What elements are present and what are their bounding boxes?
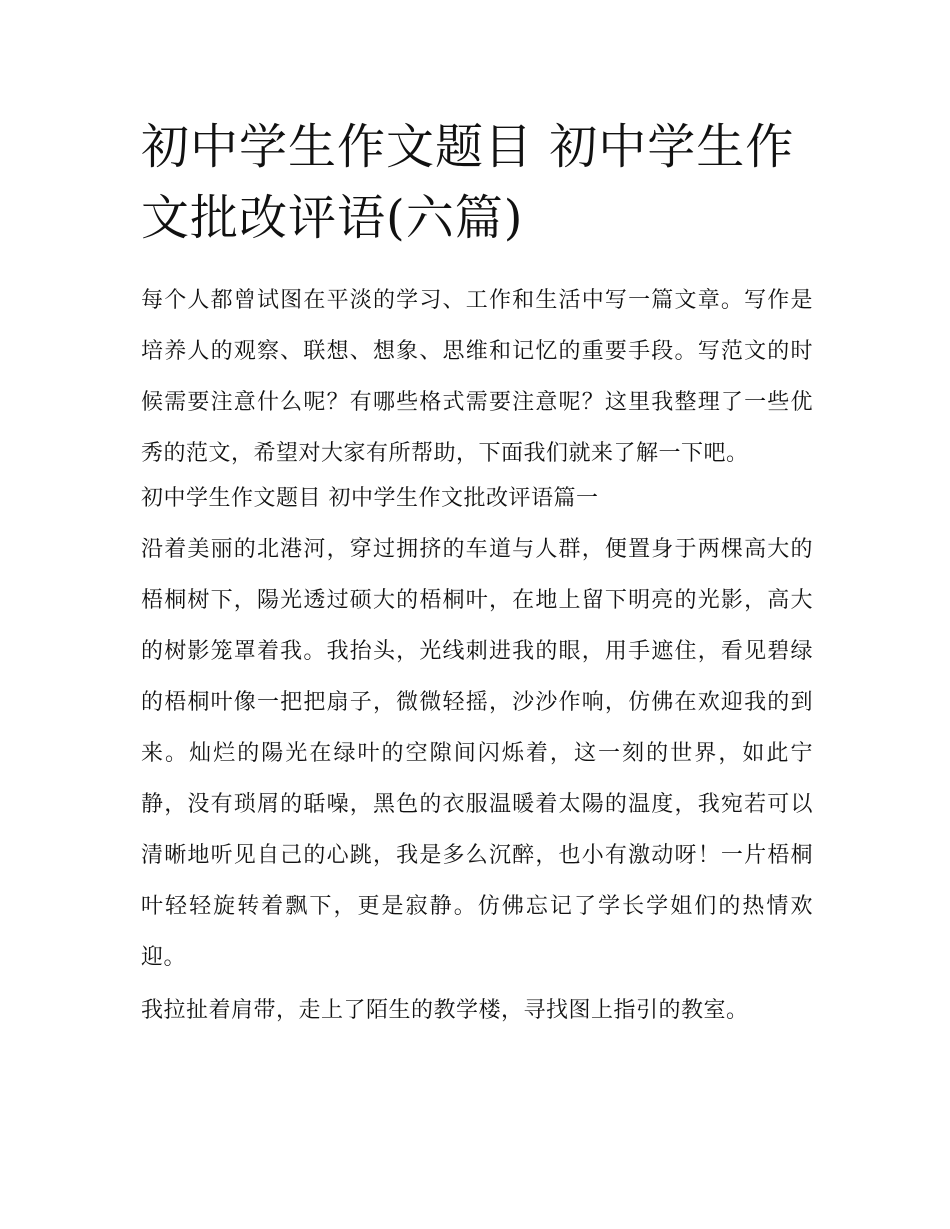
- document-body: [141, 112, 813, 1036]
- document-title: 初中学生作文题目 初中学生作文批改评语(六篇): [141, 119, 795, 246]
- section-heading: 初中学生作文题目 初中学生作文批改评语篇一: [141, 486, 599, 511]
- intro-paragraph: 每个人都曾试图在平淡的学习、工作和生活中写一篇文章。写作是培养人的观察、联想、想象、思维和记忆的重要手段。写范文的时候需要注意什么呢？有哪些格式需要注意呢？这里我整理了一些优秀的范文，希望对大家有所帮助，下面我们就来了解一下吧。: [141, 288, 813, 466]
- body-paragraph: 沿着美丽的北港河，穿过拥挤的车道与人群，便置身于两棵高大的梧桐树下，陽光透过硕大的梧桐叶，在地上留下明亮的光影，高大的树影笼罩着我。我抬头，光线刺进我的眼，用手遮住，看见碧绿的梧桐叶像一把把扇子，微微轻摇，沙沙作响，仿佛在欢迎我的到来。灿烂的陽光在绿叶的空隙间闪烁着，这一刻的世界，如此宁静，没有琐屑的聒噪，黑色的衣服温暖着太陽的温度，我宛若可以清晰地听见自己的心跳，我是多么沉醉，也小有激动呀！一片梧桐叶轻轻旋转着飘下，更是寂静。仿佛忘记了学长学姐们的热情欢迎。: [141, 537, 813, 970]
- body-paragraph: 我拉扯着肩带，走上了陌生的教学楼，寻找图上指引的教室。: [141, 998, 749, 1023]
